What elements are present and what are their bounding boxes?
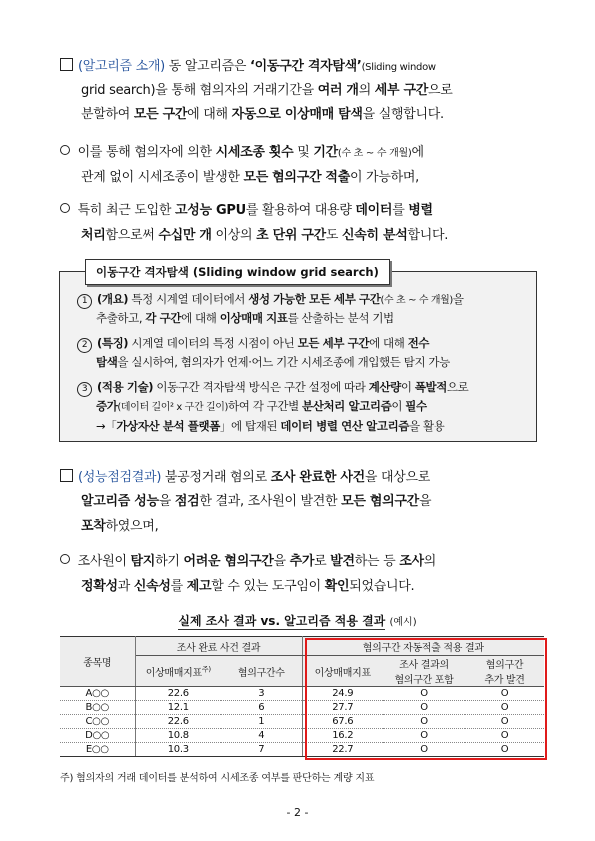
- group-header-investigation: 조사 완료 사건 결과: [135, 637, 302, 656]
- info-item-tech: 3 (적용 기술) 이동구간 격자탐색 방식은 구간 설정에 따라 계산량이 폭발적으로: [77, 380, 468, 397]
- table-row: D○○ 10.8 4 16.2 O O: [60, 729, 544, 743]
- col-count-header: 혐의구간수: [221, 656, 302, 687]
- col-index-header-2: 이상매매지표: [302, 656, 383, 687]
- table-row: A○○ 22.6 3 24.9 O O: [60, 687, 544, 701]
- circle-bullet-icon: [60, 203, 70, 213]
- table-row: B○○ 12.1 6 27.7 O O: [60, 701, 544, 715]
- table-row: C○○ 22.6 1 67.6 O O: [60, 715, 544, 729]
- info-item-tech-cont: 증가(데이터 길이² x 구간 길이)하여 각 구간별 분산처리 알고리즘이 필수: [96, 399, 427, 413]
- table-header-row-1: [60, 637, 544, 656]
- circle-bullet-icon: [60, 554, 70, 564]
- group-header-auto-extraction: 혐의구간 자동적출 적용 결과: [302, 637, 544, 656]
- info-item-overview: 1 (개요) 특정 시계열 데이터에서 생성 가능한 모든 세부 구간(수 초 ~ 수 개월)을: [77, 292, 464, 309]
- info-box-title: 이동구간 격자탐색 (Sliding window grid search): [85, 259, 390, 285]
- circled-number-2: 2: [77, 338, 92, 353]
- section-tag-intro: (알고리즘 소개): [78, 59, 165, 74]
- info-item-feature: 2 (특징) 시계열 데이터의 특정 시점이 아닌 모든 세부 구간에 대해 전수: [77, 336, 429, 353]
- circle-bullet-icon: [60, 145, 70, 155]
- section-results-line-1: (성능점검결과) 불공정거래 혐의로 조사 완료한 사건을 대상으로: [60, 469, 430, 486]
- section-tag-results: (성능점검결과): [78, 470, 162, 485]
- table-footnote: 주) 혐의자의 거래 데이터를 분석하여 시세조종 여부를 판단하는 계량 지표: [60, 773, 375, 784]
- section-intro-line-1: (알고리즘 소개) 동 알고리즘은 ‘이동구간 격자탐색’(Sliding window: [60, 58, 436, 76]
- col-stock-header: 종목명: [60, 637, 135, 687]
- bullet-gpu-line-1: 특히 최근 도입한 고성능 GPU를 활용하여 대용량 데이터를 병렬: [60, 203, 433, 219]
- results-table: [60, 636, 544, 757]
- info-item-feature-cont: 탐색을 실시하여, 혐의자가 언제·어느 기간 시세조종에 개입했든 탐지 가능: [96, 355, 450, 369]
- section-results-line-3: 포착하였으며,: [81, 519, 159, 534]
- section-intro-line-2: grid search)을 통해 혐의자의 거래기간을 여러 개의 세부 구간으로: [81, 83, 453, 98]
- bullet-accuracy-line-1: 조사원이 탐지하기 어려운 혐의구간을 추가로 발견하는 등 조사의: [60, 554, 436, 570]
- col-additional-header: 혐의구간 추가 발견: [465, 656, 544, 687]
- bullet-detection-line-2: 관계 없이 시세조종이 발생한 모든 혐의구간 적출이 가능하며,: [81, 170, 419, 185]
- circled-number-3: 3: [77, 382, 92, 397]
- square-bullet-icon: [60, 58, 73, 71]
- section-results-line-2: 알고리즘 성능을 점검한 결과, 조사원이 발견한 모든 혐의구간을: [81, 494, 432, 509]
- table-row: E○○ 10.3 7 22.7 O O: [60, 743, 544, 757]
- page-number: - 2 -: [286, 806, 309, 819]
- table-caption: 실제 조사 결과 vs. 알고리즘 적용 결과 (예시): [178, 614, 417, 628]
- info-item-overview-cont: 추출하고, 각 구간에 대해 이상매매 지표를 산출하는 분석 기법: [96, 311, 394, 325]
- bullet-gpu-line-2: 처리함으로써 수십만 개 이상의 초 단위 구간도 신속히 분석합니다.: [81, 228, 449, 243]
- bullet-detection-line-1: 이를 통해 혐의자에 의한 시세조종 횟수 및 기간(수 초 ~ 수 개월)에: [60, 145, 424, 162]
- info-item-tech-platform: →「가상자산 분석 플랫폼」에 탑재된 데이터 병렬 연산 알고리즘을 활용: [96, 419, 445, 433]
- square-bullet-icon: [60, 469, 73, 482]
- col-included-header: 조사 결과의 혐의구간 포함: [383, 656, 465, 687]
- bullet-accuracy-line-2: 정확성과 신속성를 제고할 수 있는 도구임이 확인되었습니다.: [81, 579, 415, 594]
- col-index-header-1: 이상매매지표$^{주)}$: [135, 656, 221, 687]
- circled-number-1: 1: [77, 294, 92, 309]
- section-intro-line-3: 분할하여 모든 구간에 대해 자동으로 이상매매 탐색을 실행합니다.: [81, 107, 444, 122]
